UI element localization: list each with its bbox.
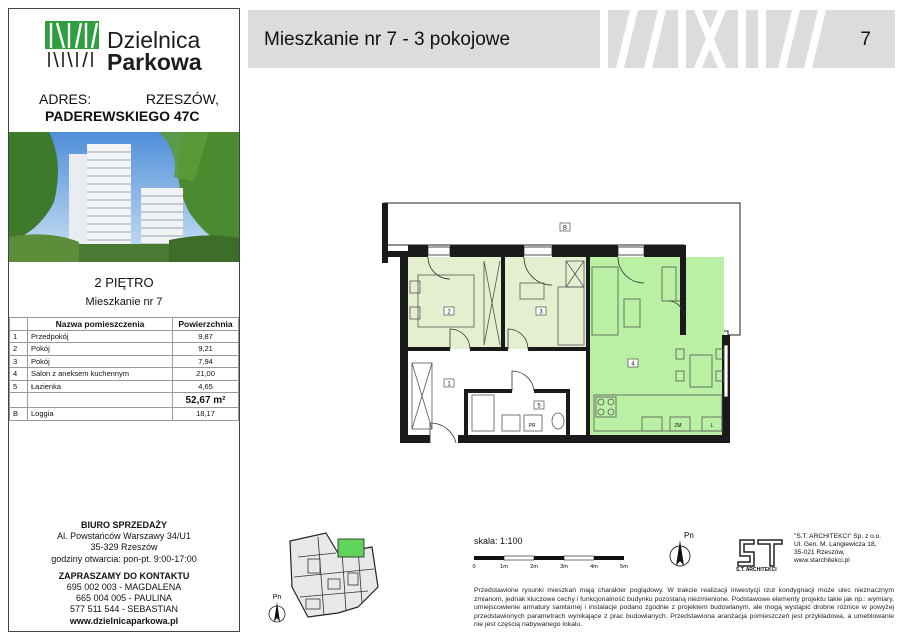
- loggia-no: B: [10, 408, 28, 421]
- logo-stripes-decoration: [598, 10, 828, 68]
- address-city: RZESZÓW,: [145, 91, 219, 107]
- rooms-table-header: [10, 318, 239, 331]
- info-sidebar: [8, 8, 240, 632]
- room-area: 9,21: [173, 343, 239, 356]
- loggia-label: B: [562, 225, 568, 232]
- zm-label: ZM: [674, 423, 682, 429]
- sales-address: Al. Powstańców Warszawy 34/U1: [57, 531, 191, 542]
- table-row: [10, 380, 239, 393]
- architect-city: 35-021 Rzeszów,: [794, 549, 845, 556]
- table-row: [10, 355, 239, 368]
- scale-bar: [472, 550, 637, 572]
- loggia-name: Loggia: [28, 408, 173, 421]
- scale-tick: 5m: [620, 564, 628, 570]
- total-area: 52,67 m²: [173, 393, 239, 408]
- apartment-label: Mieszkanie nr 7: [85, 296, 163, 308]
- architect-logo-text: S.T. ARCHITEKCI: [736, 567, 777, 573]
- scale-tick: 2m: [530, 564, 538, 570]
- room-no: 3: [10, 355, 28, 368]
- room-no: 2: [10, 343, 28, 356]
- room-5-fill: [466, 391, 570, 435]
- rooms-table: [9, 317, 239, 421]
- address-street: PADEREWSKIEGO 47C: [45, 108, 200, 124]
- room-no: 1: [10, 330, 28, 343]
- disclaimer-text: Przedstawione rysunki mieszkań mają charakter poglądowy. W trakcie realizacji inwestycji rzut kondygnacji może ulec nieznacznym zmianom, jednak kluczowe cechy i funkcjonalność budynku pozostaną niezmienione. Podstawowe elementy projektu takie jak np.: wymiary, umiejscowienie armatury sanitarnej i instalacje podano zgodnie z projektem budowlanym, ale mogą wystąpić drobne różnice w powyżej przedstawionych parametrach wynikające z prac budowlanych. Przedstawiona aranżacja pomieszczeń jest przykładowa, a umeblowanie nie jest częścią nabywanego lokalu.: [474, 587, 894, 629]
- logo-text-line2: Parkowa: [107, 49, 202, 75]
- address-label: ADRES:: [39, 91, 92, 107]
- room-area: 7,94: [173, 355, 239, 368]
- room-name: Pokój: [28, 355, 173, 368]
- room-name: Salon z aneksem kuchennym: [28, 368, 173, 381]
- room-area: 9,87: [173, 330, 239, 343]
- apartment-number: 7: [860, 29, 871, 50]
- table-row: [10, 368, 239, 381]
- room-2-label: 2: [447, 309, 451, 316]
- scale-tick: 3m: [560, 564, 568, 570]
- room-4-label: 4: [631, 361, 635, 368]
- contact-phone: 577 511 544 - SEBASTIAN: [70, 604, 178, 615]
- l-label: L: [710, 423, 714, 429]
- compass-label: Pn: [684, 531, 694, 540]
- building-photo: [9, 132, 239, 262]
- room-area: 21,00: [173, 368, 239, 381]
- architect-info: [794, 533, 881, 565]
- website-link[interactable]: www.dzielnicaparkowa.pl: [69, 615, 179, 626]
- room-name: Przedpokój: [28, 330, 173, 343]
- scale-label: skala: 1:100: [474, 536, 523, 546]
- table-row: [10, 343, 239, 356]
- contact-title: ZAPRASZAMY DO KONTAKTU: [58, 570, 190, 581]
- north-compass-icon: [666, 530, 694, 570]
- building-key-plan: [288, 527, 380, 619]
- room-5-label: 5: [537, 403, 541, 410]
- room-area: 4,65: [173, 380, 239, 393]
- contact-phone: 695 002 003 - MAGDALENA: [66, 582, 182, 593]
- table-row: [10, 408, 239, 421]
- header-name: Nazwa pomieszczenia: [28, 318, 173, 331]
- header-area: Powierzchnia: [173, 318, 239, 331]
- room-no: 5: [10, 380, 28, 393]
- logo-mark-icon: [45, 21, 99, 69]
- room-2-fill: [408, 257, 504, 349]
- architect-street: Ul. Gen. M. Langiewicza 18,: [794, 541, 877, 548]
- key-plan-compass-icon: [266, 592, 288, 626]
- floor-plan: [372, 195, 744, 447]
- sales-title: BIURO SPRZEDAŻY: [80, 520, 167, 530]
- room-4-fill: [590, 257, 724, 435]
- header-no: [10, 318, 28, 331]
- scale-tick: 4m: [590, 564, 598, 570]
- header-bar: [248, 10, 895, 68]
- room-no: 4: [10, 368, 28, 381]
- sales-city: 35-329 Rzeszów: [90, 542, 158, 553]
- dzielnica-parkowa-logo: [45, 21, 215, 77]
- scale-tick: 1m: [500, 564, 508, 570]
- logo-text-line1: Dzielnica: [107, 27, 201, 53]
- loggia-area: 18,17: [173, 408, 239, 421]
- room-name: Pokój: [28, 343, 173, 356]
- contact-phone: 665 004 005 - PAULINA: [76, 593, 172, 604]
- room-3-label: 3: [539, 309, 543, 316]
- room-name: Łazienka: [28, 380, 173, 393]
- floor-label: 2 PIĘTRO: [94, 275, 154, 290]
- scale-tick: 0: [472, 564, 476, 570]
- room-1-label: 1: [447, 381, 451, 388]
- page-title: Mieszkanie nr 7 - 3 pokojowe: [264, 29, 511, 50]
- address-line1: [39, 91, 219, 107]
- architect-website[interactable]: www.starchitekci.pl: [794, 557, 850, 564]
- pr-label: PR: [528, 423, 536, 429]
- table-row: [10, 330, 239, 343]
- architect-name: "S.T. ARCHITEKCI" Sp. z o.o.: [794, 533, 882, 540]
- sales-hours: godziny otwarcia: pon-pt. 9:00-17:00: [51, 553, 197, 564]
- sales-office-block: [9, 520, 239, 627]
- total-row: [10, 393, 239, 408]
- mini-compass-label: Pn: [272, 594, 282, 601]
